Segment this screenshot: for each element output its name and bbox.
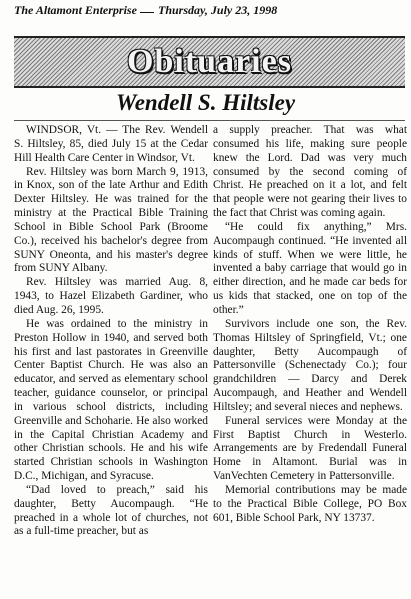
section-title: Obituaries [127, 43, 292, 80]
issue-date: Thursday, July 23, 1998 [158, 3, 278, 17]
page-header [0, 2, 411, 20]
paragraph-lead: WINDSOR, Vt. — The Rev. Wendell S. Hiltsley, 85, died July 15 at the Cedar Hill Health Care Center in Windsor, Vt. [14, 124, 208, 164]
paragraph-memorial: Memorial contributions may be made to the Practical Bible College, PO Box 601, Bible School Park, NY 13737. [213, 483, 407, 524]
paragraph-ministry: He was ordained to the ministry in Preston Hollow in 1940, and served both his first and last pastorates in Greenville Center Baptist Church. He was also an educator, and served as elementary school teacher, guidance counselor, or principal in various school districts, including Greenville and Schoharie. He also worked in the Capital Christian Academy and other Christian schools. He and his wife started Christian schools in Washington D.C., Michigan, and Syracuse. [14, 317, 208, 483]
article-column-right [213, 124, 407, 525]
section-banner [14, 36, 405, 88]
paragraph-fix-anything: “He could fix anything,” Mrs. Aucompaugh continued. “He invented all kinds of stuff. When we were little, he invented a baby carriage that would go in either direction, and he made car beds for us kids that stacked, one on top of the other.” [213, 220, 407, 316]
publication-name: The Altamont Enterprise [14, 3, 137, 17]
article-column-left [14, 124, 208, 539]
paragraph-marriage: Rev. Hiltsley was married Aug. 8, 1943, to Hazel Elizabeth Gardiner, who died Aug. 26, 1995. [14, 276, 208, 316]
paragraph-funeral: Funeral services were Monday at the First Baptist Church in Westerlo. Arrangements are by Fredendall Funeral Home in Altamont. Burial was in VanVechten Cemetery in Pattersonville. [213, 414, 407, 483]
obituary-headline: Wendell S. Hiltsley [115, 90, 296, 115]
paragraph-birth-education: Rev. Hiltsley was born March 9, 1913, in Knox, son of the late Arthur and Edith Dexter Hiltsley. He was trained for the ministry at the Practical Bible Training School in Bible School Park (Broome Co.), received his bachelor's degree from SUNY Oneonta, and his master's degree from SUNY Albany. [14, 165, 208, 275]
headline-rule [14, 120, 405, 121]
header-dash [140, 12, 154, 13]
paragraph-quote-start: “Dad loved to preach,” said his daughter, Betty Aucompaugh. “He preached in a whole lot of churches, not as a full-time preacher, but as [14, 483, 208, 538]
paragraph-quote-continued: a supply preacher. That was what consumed his life, making sure people knew the Lord. Dad was very much consumed by the second coming of Christ. He preached on it a lot, and felt that people were not gearing their lives to the fact that Christ was coming again. [213, 124, 407, 220]
paragraph-survivors: Survivors include one son, the Rev. Thomas Hiltsley of Springfield, Vt.; one daughter, Betty Aucompaugh of Pattersonville (Schenectady Co.); four grandchildren — Darcy and Derek Aucompaugh, and Heather and Wendell Hiltsley; and several nieces and nephews. [213, 317, 407, 413]
